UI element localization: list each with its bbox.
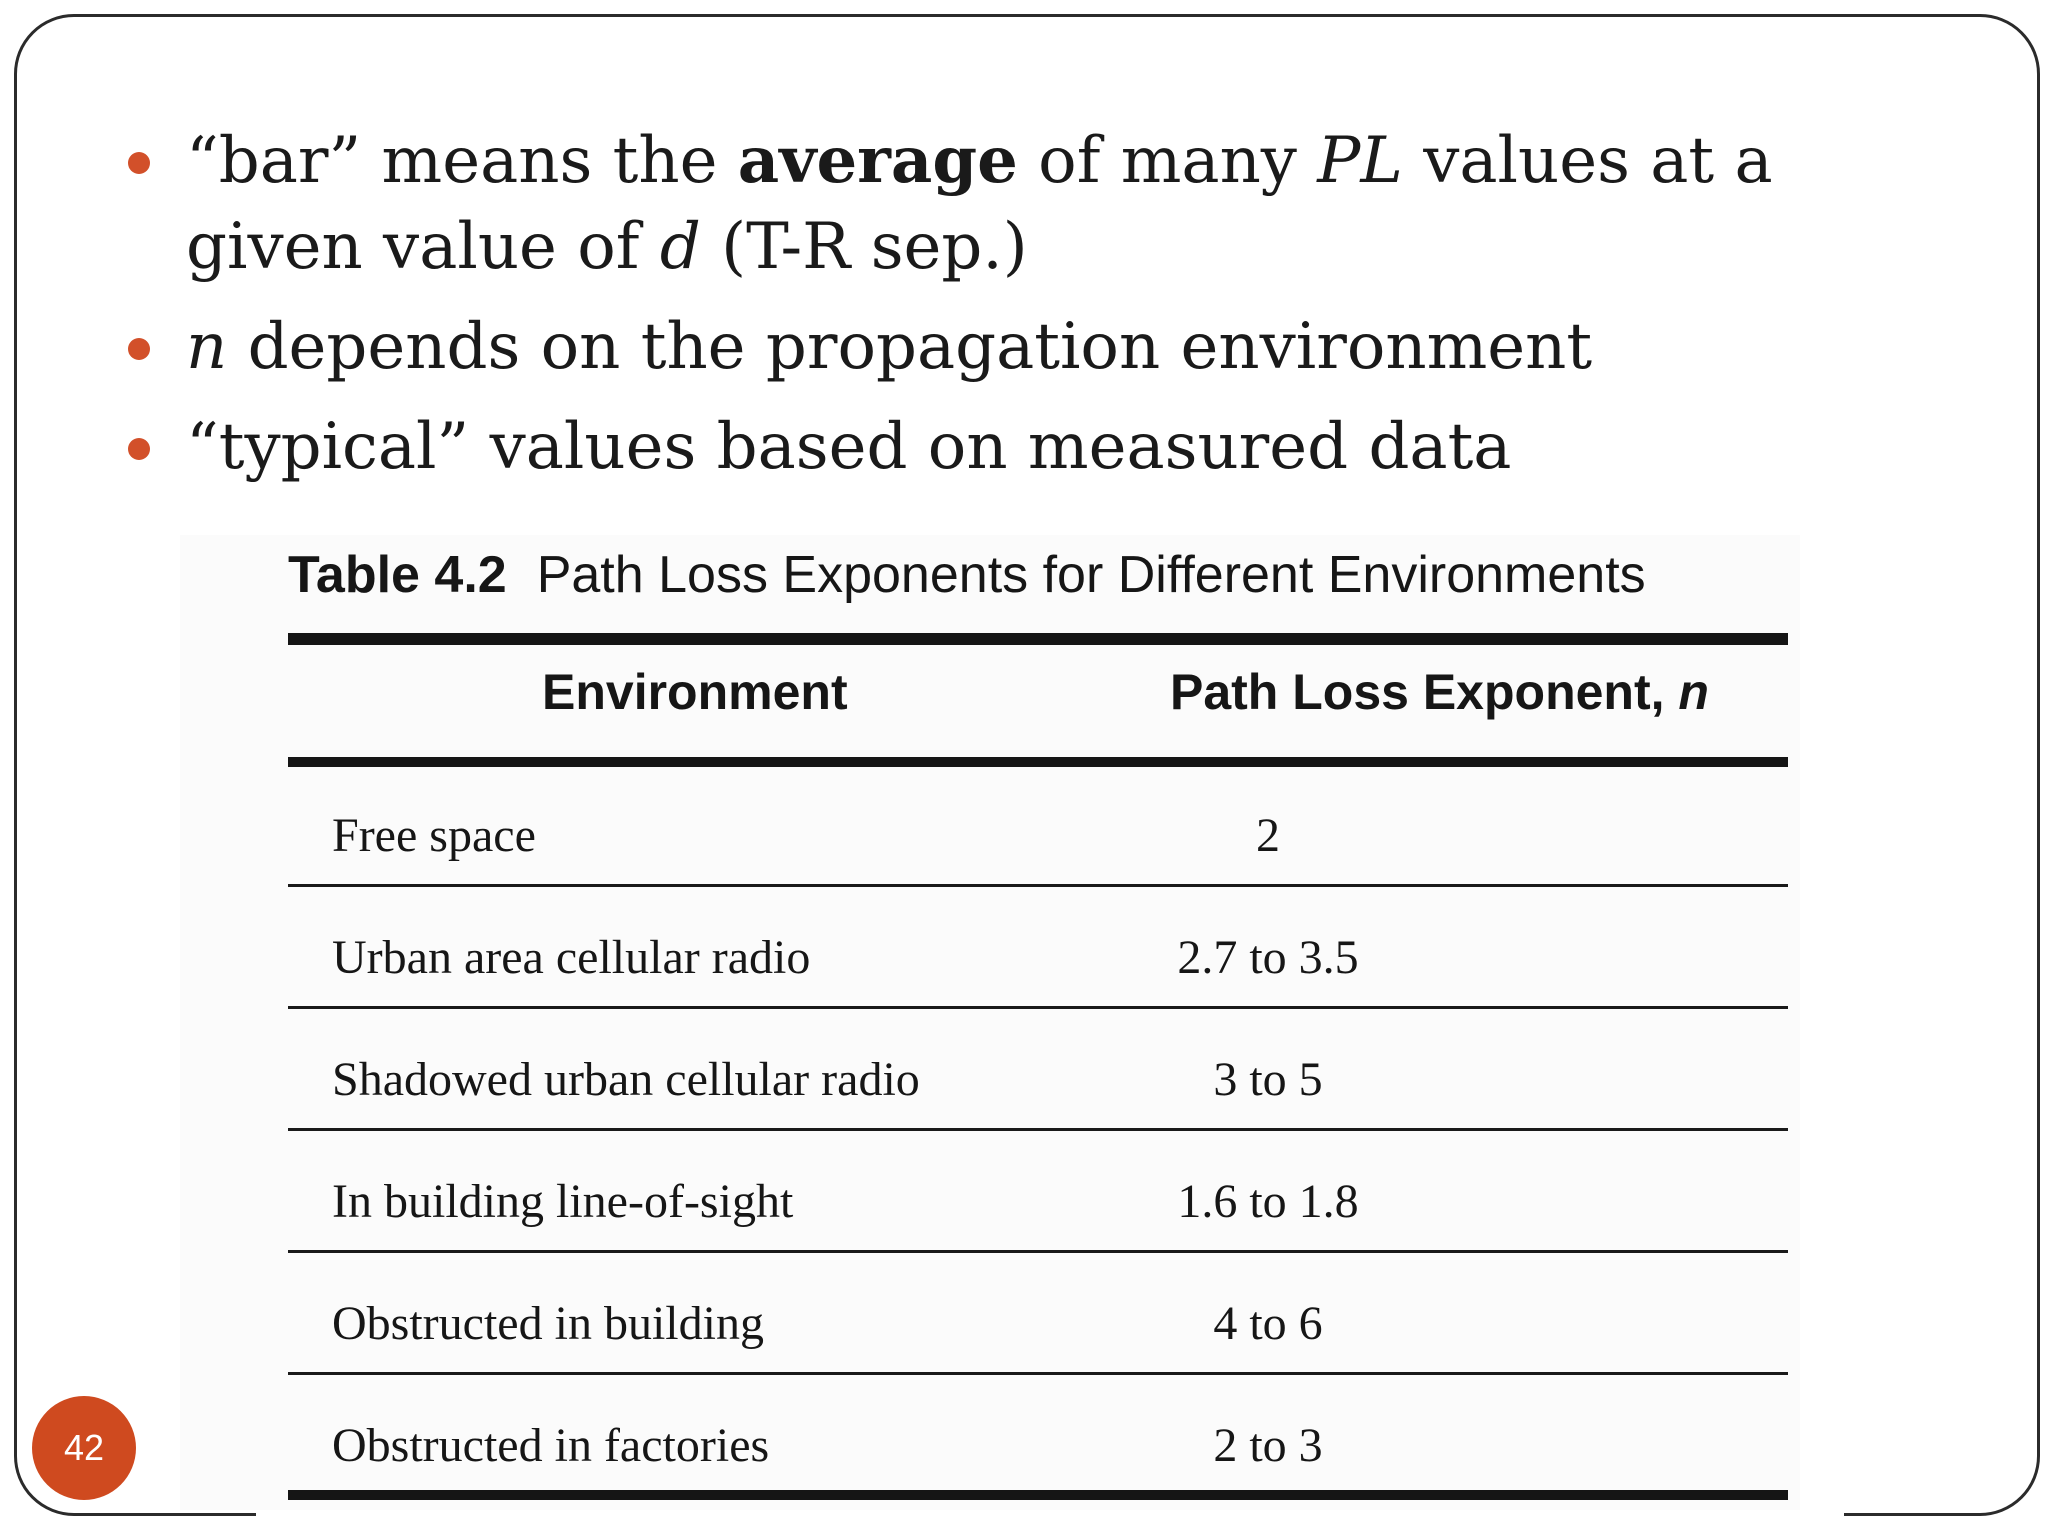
bullet-dot-icon bbox=[128, 438, 150, 460]
bullet-text-part: depends on the propagation environment bbox=[227, 310, 1593, 384]
bullet-list bbox=[128, 118, 1928, 504]
table-cell-environment: In building line-of-sight bbox=[332, 1175, 794, 1228]
bullet-text-part: n bbox=[186, 310, 228, 384]
table-top-rule bbox=[288, 633, 1788, 645]
table-row-divider bbox=[288, 1372, 1788, 1375]
path-loss-table bbox=[180, 535, 1800, 1510]
table-cell-environment: Free space bbox=[332, 809, 536, 862]
table-cell-exponent: 2 to 3 bbox=[1213, 1419, 1323, 1472]
table-row bbox=[288, 902, 1788, 1022]
bullet-item bbox=[128, 304, 1928, 390]
bullet-text-part: average bbox=[737, 123, 1018, 198]
table-row bbox=[288, 1146, 1788, 1266]
table-row-divider bbox=[288, 884, 1788, 887]
table-cell-environment: Obstructed in factories bbox=[332, 1419, 770, 1472]
page-number-badge: 42 bbox=[32, 1396, 136, 1500]
table-row-divider bbox=[288, 1128, 1788, 1131]
bullet-text-part: “typical” values based on measured data bbox=[186, 410, 1512, 484]
bullet-item bbox=[128, 404, 1928, 490]
table-row-divider bbox=[288, 1250, 1788, 1253]
column-header-environment: Environment bbox=[542, 664, 848, 720]
table-cell-environment: Urban area cellular radio bbox=[332, 931, 811, 984]
table-row bbox=[288, 1024, 1788, 1144]
table-cell-exponent: 2.7 to 3.5 bbox=[1177, 931, 1359, 984]
table-cell-exponent: 2 bbox=[1256, 809, 1280, 862]
table-cell-exponent: 4 to 6 bbox=[1213, 1297, 1323, 1350]
bullet-text-part: PL bbox=[1317, 124, 1403, 198]
bullet-text-part: d bbox=[659, 210, 701, 284]
bullet-dot-icon bbox=[128, 152, 150, 174]
bullet-item bbox=[128, 118, 1928, 290]
table-header-rule bbox=[288, 757, 1788, 767]
bullet-text-part: “bar” means the bbox=[186, 124, 738, 198]
table-cell-exponent: 1.6 to 1.8 bbox=[1177, 1175, 1359, 1228]
table-row-divider bbox=[288, 1006, 1788, 1009]
bullet-dot-icon bbox=[128, 338, 150, 360]
table-cell-exponent: 3 to 5 bbox=[1213, 1053, 1323, 1106]
table-row bbox=[288, 780, 1788, 900]
table-caption-number: Table 4.2 bbox=[288, 546, 507, 604]
table-caption-title: Path Loss Exponents for Different Environments bbox=[536, 546, 1646, 604]
table-bottom-rule bbox=[288, 1490, 1788, 1500]
table-caption bbox=[288, 545, 1646, 605]
bullet-text-part: values at a given value of bbox=[186, 124, 1773, 284]
bullet-text-part: of many bbox=[1017, 124, 1318, 198]
table-row bbox=[288, 1268, 1788, 1388]
column-header-exponent-symbol: n bbox=[1678, 664, 1709, 720]
bullet-text-part: (T-R sep.) bbox=[700, 210, 1028, 284]
column-header-exponent-label: Path Loss Exponent, bbox=[1170, 664, 1679, 720]
table-cell-environment: Obstructed in building bbox=[332, 1297, 764, 1350]
table-cell-environment: Shadowed urban cellular radio bbox=[332, 1053, 920, 1106]
column-header-exponent bbox=[1170, 663, 1709, 721]
